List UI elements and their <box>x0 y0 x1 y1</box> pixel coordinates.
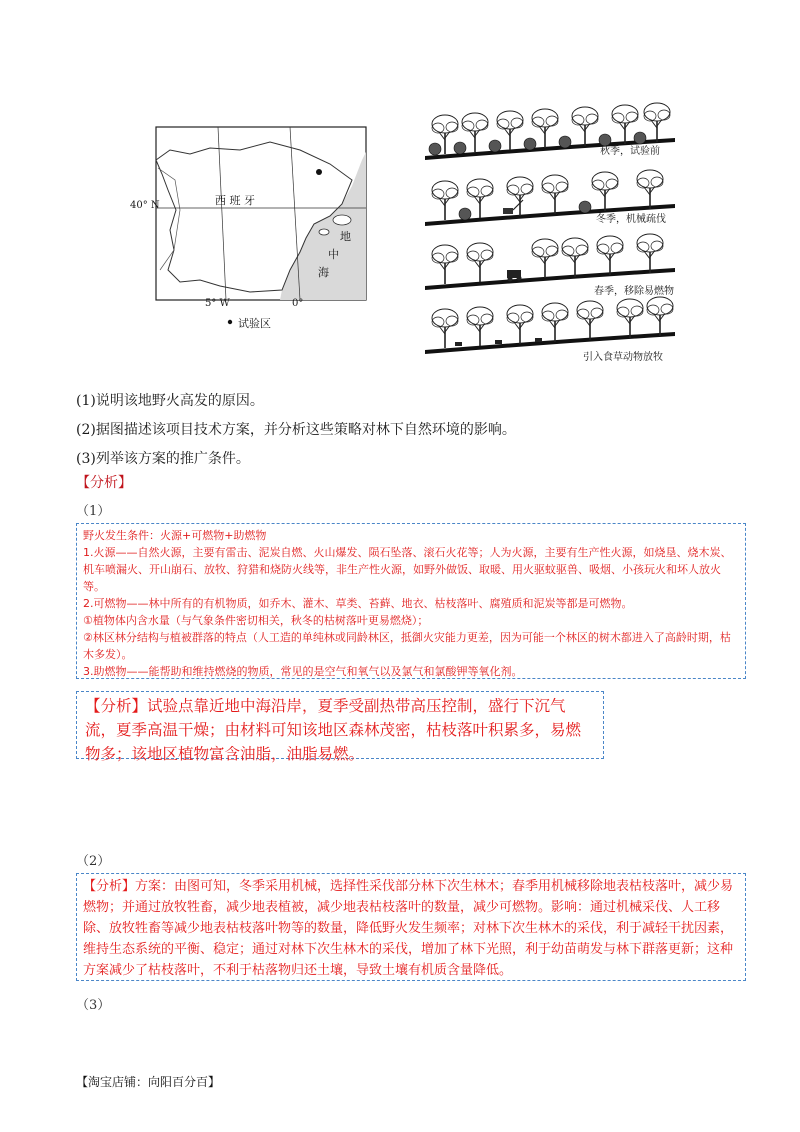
question-2: (2)据图描述该项目技术方案，并分析这些策略对林下自然环境的影响。 <box>76 422 516 438</box>
notes-line: ②林区林分结构与植被群落的特点（人工造的单纯林或同龄林区，抵御火灾能力更差，因为可能一个林区的树木都进入了高龄时期，枯木多发）。 <box>83 631 731 661</box>
spain-map <box>130 120 375 335</box>
stage-label-4: 引入食草动物放牧 <box>583 352 663 363</box>
notes-line: ①植物体内含水量（与气象条件密切相关，秋冬的枯树落叶更易燃烧）； <box>83 614 429 627</box>
notes-line: 2.可燃物——林中所有的有机物质，如乔木、灌木、草类、苔藓、地衣、枯枝落叶、腐殖质和泥炭等都是可燃物。 <box>83 597 633 610</box>
notes-line: 1.火源——自然火源，主要有雷击、泥炭自燃、火山爆发、陨石坠落、滚石火花等；人为火源，主要有生产性火源，如烧垦、烧木炭、机车喷漏火、开山崩石、放牧、狩猎和烧防火线等，非生产性火源，如野外做饭、取暖、用火驱蚊驱兽、吸烟、小孩玩火和坏人放火等。 <box>83 546 732 593</box>
analysis-2-text: 【分析】方案：由图可知，冬季采用机械，选择性采伐部分林下次生林木；春季用机械移除地表枯枝落叶，减少易燃物；并通过放牧牲畜，减少地表植被，减少地表枯枝落叶的数量，减少可燃物。影响：通过机械采伐、人工移除、放牧牲畜等减少地表枯枝落叶物等的数量，降低野火发生频率；对林下次生林木的采伐，利于减轻干扰因素，维持生态系统的平衡、稳定；通过对林下次生林木的采伐，增加了林下光照，利于幼苗萌发与林下群落更新；这种方案减少了枯枝落叶，不利于枯落物归还土壤，导致土壤有机质含量降低。 <box>83 879 734 978</box>
question-1: (1)说明该地野火高发的原因。 <box>76 393 264 409</box>
stage-label-1: 秋季，试验前 <box>600 146 660 157</box>
sea-label-3: 海 <box>318 266 329 279</box>
footer-text: 【淘宝店铺：向阳百分百】 <box>76 1075 221 1089</box>
analysis-1-text: 【分析】试验点靠近地中海沿岸，夏季受副热带高压控制，盛行下沉气流，夏季高温干燥；由材料可知该地区森林茂密，枯枝落叶积累多，易燃物多；该地区植物富含油脂，油脂易燃。 <box>85 697 582 763</box>
stage-label-3: 春季，移除易燃物 <box>594 286 674 297</box>
lon-label-right: 0° <box>292 298 304 309</box>
legend-dot-icon <box>228 320 232 324</box>
sea-label-1: 地 <box>340 230 351 243</box>
notes-line: 3.助燃物——能帮助和维持燃烧的物质，常见的是空气和氧气以及氯气和氯酸钾等氧化剂。 <box>83 665 523 678</box>
sea-label-2: 中 <box>328 248 339 261</box>
forest-stages-illustration <box>425 98 675 368</box>
analysis-2-box <box>76 873 746 981</box>
stage-label-2: 冬季，机械疏伐 <box>596 214 666 225</box>
analysis-1-box <box>76 691 604 763</box>
legend-label: 试验区 <box>238 317 271 330</box>
section-1-label: （1） <box>76 504 111 519</box>
section-2-label: （2） <box>76 854 111 869</box>
lon-label-left: 5° W <box>205 298 230 309</box>
notes-box <box>76 523 746 679</box>
lat-label: 40° N <box>130 200 160 211</box>
analysis-tag: 【分析】 <box>76 475 132 491</box>
question-3: (3)列举该方案的推广条件。 <box>76 451 250 467</box>
notes-line: 野火发生条件：火源+可燃物+助燃物 <box>83 529 267 542</box>
country-label: 西 班 牙 <box>215 194 255 207</box>
section-3-label: （3） <box>76 998 111 1013</box>
